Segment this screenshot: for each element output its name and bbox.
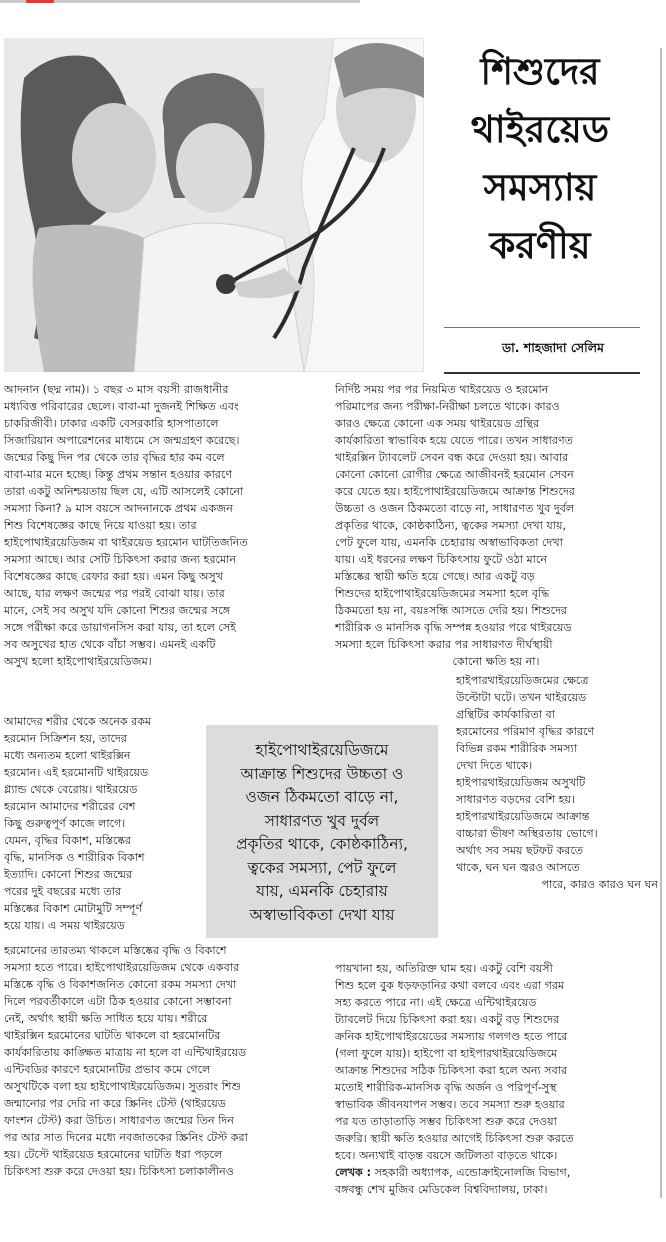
- text-line: ফাংশন টেস্ট) করা উচিত। সাধারণত জন্মের তিন দিন: [4, 1114, 234, 1127]
- text-line: অসুখটিকে বলা হয় হাইপোথাইরয়েডিজম। সুতরাং শিশু: [4, 1080, 242, 1093]
- text-line: সিজারিয়ান অপারেশনের মাধ্যমে সে জন্মগ্রহণ করেছে।: [4, 434, 240, 447]
- text-line: নির্দিষ্ট সময় পর পর নিয়মিত থাইরয়েড ও হরমোন: [335, 383, 549, 396]
- text-line: হয়ে যায়। এ সময় থাইরয়েড: [4, 919, 125, 932]
- text-line: শিশুদের হাইপোথাইরয়েডিজমের সমস্যা হলে বৃদ্ধি: [335, 587, 550, 600]
- text-line: উল্টোটা ঘটে। তখন থাইরয়েড: [456, 691, 587, 704]
- text-line: মানে, সেই সব অসুখ যদি কোনো শিশুর জন্মের সঙ্গে: [4, 604, 231, 617]
- text-line: তারা একটু অনিশ্চয়তায় ছিল যে, এটি আসলেই কোনো: [4, 485, 244, 498]
- text-line: হরমোনের পরিমাণ বৃদ্ধির কারণে: [456, 725, 595, 738]
- text-line: পায়খানা হয়, অতিরিক্ত ঘাম হয়। একটু বেশি বয়সী: [335, 962, 553, 975]
- text-line: জরুরি। স্থায়ী ক্ষতি হওয়ার আগেই চিকিৎসা শুরু করতে: [335, 1132, 574, 1145]
- text-line: হয়। টেস্টে থাইরয়েড হরমোনের ঘাটতি ধরা পড়লে: [4, 1148, 223, 1161]
- text-line: সব অসুখের হাত থেকে বাঁচা সম্ভব। এমনই একটি: [4, 638, 216, 651]
- text-line: উচ্চতা ও ওজন ঠিকমতো বাড়ে না, সাধারণত খুব দুর্বল: [335, 502, 575, 515]
- text-line: ক্রনিক হাইপোথাইরয়েডের সমস্যায় গলগণ্ড হতে পারে: [335, 1030, 568, 1043]
- text-line: কোনো কোনো রোগীর ক্ষেত্রে আজীবনই হরমোন সেবন: [335, 468, 574, 481]
- text-line: হরমোন আমাদের শরীরের বেশ: [4, 800, 136, 813]
- text-line: পরিমাপের জন্য পরীক্ষা-নিরীক্ষা চলতে থাকে। কারও: [335, 400, 560, 413]
- text-line: হরমোনের তারতম্য থাকলে মস্তিষ্কের বৃদ্ধি ও বিকাশে: [4, 944, 227, 957]
- text-line: গ্ল্যান্ড থেকে বেরোয়। থাইরয়েড: [4, 783, 138, 796]
- text-line: আমাদের শরীর থেকে অনেক রকম: [4, 715, 152, 728]
- text-line: আছে, যার লক্ষণ জন্মের পর পরই বোঝা যায়। তার: [4, 587, 225, 600]
- text-line: মধ্যবিত্ত পরিবারের ছেলে। বাবা-মা দুজনই শিক্ষিত এবং: [4, 400, 239, 413]
- article-photo: [4, 38, 424, 372]
- text-line: সাধারণত বড়দের বেশি হয়।: [456, 793, 575, 806]
- text-line: সমস্যা হতে পারে। হাইপোথাইরয়েডিজম থেকে একবার: [4, 961, 240, 974]
- text-line: (গলা ফুলে যায়)। হাইপো বা হাইপারথাইরয়েডিজমে: [335, 1047, 558, 1060]
- text-line: মস্তিষ্কের বিকাশ মোটামুটি সম্পূর্ণ: [4, 902, 143, 915]
- text-line: স্বাভাবিক জীবনযাপন সম্ভব। তবে সমস্যা শুরু হওয়ার: [335, 1098, 565, 1111]
- column1-narrow: [4, 713, 202, 934]
- text-line: সমস্যা কিনা? ৯ মাস বয়সে আদনানকে প্রথম একজন: [4, 502, 233, 515]
- text-line: পারে, কারও কারও ঘন ঘন: [541, 878, 658, 891]
- text-line: হরমোন সিক্রিশন হয়, তাদের: [4, 732, 127, 745]
- text-line: সমস্যা হলে চিকিৎসা করার পর সাধারণত দীর্ঘস্থায়ী: [335, 638, 553, 651]
- headline-line: সমস্যায়: [483, 165, 597, 209]
- pull-quote-line: সাধারণত খুব দুর্বল: [264, 811, 380, 830]
- text-line: দিলে পরবর্তীকালে এটা ঠিক হওয়ার কোনো সম্ভাবনা: [4, 995, 232, 1008]
- text-line: পরের দুই বছরের মধ্যে তার: [4, 885, 122, 898]
- text-line: অসুখ হলো হাইপোথাইরয়েডিজম।: [4, 655, 152, 668]
- text-line: অর্থাৎ সব সময় ছটফট করতে: [456, 844, 584, 857]
- author-name: ডা. শাহজাদা সেলিম: [501, 340, 604, 355]
- text-line: জন্মানোর পর দেরি না করে স্ক্রিনিং টেস্ট (থাইরয়েড: [4, 1097, 226, 1110]
- text-line: নেই, অর্থাৎ স্থায়ী ক্ষতি সাধিত হয়ে যায়। শরীরে: [4, 1012, 208, 1025]
- headline-line: করণীয়: [489, 223, 591, 267]
- text-line: কারও ক্ষেত্রে কোনো এক সময় থাইরয়েড গ্রন্থির: [335, 417, 540, 430]
- text-line: মস্তিষ্কে বৃদ্ধি ও বিকাশজনিত কোনো রকম সমস্যা দেখা: [4, 978, 237, 991]
- text-line: হরমোন। এই হরমোনটি থাইরয়েড: [4, 766, 149, 779]
- text-line: হাইপারথাইরয়েডিজমে আক্রান্ত: [456, 810, 590, 823]
- text-line: প্রকৃতির থাকে, কোষ্ঠকাঠিন্য, ত্বকের সমস্যা দেখা যায়,: [335, 519, 567, 532]
- text-line: থাইরক্সিন ট্যাবলেট সেবন বন্ধ করে দেওয়া হয়। আবার: [335, 451, 569, 464]
- writer-label: লেখক :: [335, 1166, 372, 1179]
- column2-bottom: [335, 960, 657, 1198]
- text-line: হাইপারথাইরয়েডিজমের ক্ষেত্রে: [456, 674, 589, 687]
- text-line: বাবা-মার মনে হচ্ছে। কিন্তু প্রথম সন্তান হওয়ার কারণে: [4, 468, 233, 481]
- column1-bottom: [4, 942, 322, 1180]
- text-line: গ্রন্থিটির কার্যকারিতা বা: [456, 708, 555, 721]
- headline: [440, 42, 640, 274]
- text-line: বিশেষজ্ঞের কাছে রেফার করা হয়। এমন কিছু অসুখ: [4, 570, 224, 583]
- top-rule-gray: [0, 0, 360, 3]
- byline-box: [444, 327, 640, 374]
- text-line: চিকিৎসা শুরু করে দেওয়া হয়। চিকিৎসা চলাকালীনও: [4, 1165, 234, 1178]
- text-line: শারীরিক ও মানসিক বৃদ্ধি সম্পন্ন হওয়ার পরে থাইরয়েড: [335, 621, 572, 634]
- text-line: যেমন, বৃদ্ধির বিকাশ, মস্তিষ্কের: [4, 834, 132, 847]
- text-line: কার্যকারিতা স্বাভাবিক হয়ে যেতে পারে। তখন সাধারণত: [335, 434, 573, 447]
- text-line: মস্তিষ্কের স্থায়ী ক্ষতি হয়ে গেছে। আর একটু বড়: [335, 570, 535, 583]
- text-line: কিছু গুরুত্বপূর্ণ কাজে লাগে।: [4, 817, 126, 830]
- text-line: ইত্যাদি। কোনো শিশুর জন্মের: [4, 868, 133, 881]
- text-line: মতোই শারীরিক-মানসিক বৃদ্ধি অর্জন ও পরিপূর্ণ-সুস্থ: [335, 1081, 557, 1094]
- top-rule: [0, 0, 666, 6]
- column2-top: [335, 381, 657, 670]
- pull-quote: [206, 739, 438, 927]
- text-line: পেট ফুলে যায়, এমনকি চেহারায় অস্বাভাবিকতা দেখা: [335, 536, 563, 549]
- headline-line: থাইরয়েড: [470, 107, 610, 151]
- writer-line: [335, 1164, 657, 1181]
- text-line: হবে। অন্যথাই বাড়ন্ত বয়সে জটিলতা বাড়তে থাকে।: [335, 1149, 558, 1162]
- text-line: মধ্যে অন্যতম হলো থাইরক্সিন: [4, 749, 131, 762]
- text-line: শিশু হলে বুক ধড়ফড়ানির কথা বলবে এবং এরা গরম: [335, 979, 565, 992]
- text-line: ঠিকমতো হয় না, বয়ঃসন্ধি আসতে দেরি হয়। শিশুদের: [335, 604, 568, 617]
- writer-affiliation: বঙ্গবন্ধু শেখ মুজিব মেডিকেল বিশ্ববিদ্যালয়, ঢাকা।: [335, 1183, 548, 1196]
- pull-quote-line: হাইপোথাইরয়েডিজমে: [255, 741, 389, 759]
- text-line: বৃদ্ধি, মানসিক ও শারীরিক বিকাশ: [4, 851, 145, 864]
- text-line: শিশু বিশেষজ্ঞের কাছে নিয়ে যাওয়া হয়। তার: [4, 519, 197, 532]
- pull-quote-line: যায়, এমনকি চেহারায়: [256, 882, 388, 900]
- text-line: এন্টিবডির কারণে হরমোনটির প্রভাব কমে গেলে: [4, 1063, 211, 1076]
- text-line: সঙ্গে পরীক্ষা করে ডায়াগনসিস করা যায়, তা হলে সেই: [4, 621, 236, 634]
- text-line: সমস্যা আছে। আর সেটি চিকিৎসা করার জন্য হরমোন: [4, 553, 237, 566]
- top-rule-red: [26, 0, 54, 3]
- text-line: কার্যকারিতায় কাঙ্ক্ষিত মাত্রায় না হলে বা এন্টিথাইরয়েড: [4, 1046, 247, 1059]
- pull-quote-box: [206, 725, 438, 938]
- pull-quote-line: ওজন ঠিকমতো বাড়ে না,: [245, 788, 399, 806]
- text-line: ট্যাবলেট দিয়ে চিকিৎসা করা হয়। একটু বড় শিশুদের: [335, 1013, 560, 1026]
- text-line: জন্মের কিছু দিন পর থেকে তার বৃদ্ধির হার কম বলে: [4, 451, 225, 464]
- pull-quote-line: অস্বাভাবিকতা দেখা যায়: [249, 905, 395, 924]
- text-line: সহ্য করতে পারে না। এই ক্ষেত্রে এন্টিথাইরয়েড: [335, 996, 537, 1009]
- writer-title: সহকারী অধ্যাপক, এন্ডোক্রাইনোলজি বিভাগ,: [371, 1166, 571, 1179]
- doctor-child-illustration: [4, 38, 424, 372]
- text-line: পর যত তাড়াতাড়ি সম্ভব চিকিৎসা শুরু করে দেওয়া: [335, 1115, 557, 1128]
- text-line: থাকে, ঘন ঘন জ্বরও আসতে: [456, 861, 580, 874]
- text-line: দেখা দিতে থাকে।: [456, 759, 533, 772]
- text-line: আক্রান্ত শিশুদের সঠিক চিকিৎসা করা হলে অন্য সবার: [335, 1064, 568, 1077]
- text-line: আদনান (ছদ্ম নাম)। ১ বছর ৩ মাস বয়সী রাজধানীর: [4, 383, 229, 396]
- column-rule: [660, 48, 662, 1198]
- text-line: হাইপারথাইরয়েডিজম অসুখটি: [456, 776, 586, 789]
- text-line: থাইরক্সিন হরমোনের ঘাটতি থাকলে বা হরমোনটির: [4, 1029, 221, 1042]
- column1-top: [4, 381, 322, 670]
- text-line: হাইপোথাইরয়েডিজম বা থাইরয়েড হরমোন ঘাটতিজনিত: [4, 536, 248, 549]
- text-line: কোনো ক্ষতি হয় না।: [452, 655, 540, 668]
- pull-quote-line: প্রকৃতির থাকে, কোষ্ঠকাঠিন্য,: [236, 835, 408, 853]
- text-line: বাচ্চারা ভীষণ অস্থিরতায় ভোগে।: [456, 827, 598, 840]
- text-line: বিভিন্ন রকম শারীরিক সমস্যা: [456, 742, 578, 755]
- text-line: পর আর সাত দিনের মধ্যে নবজাতকের স্ক্রিনিং টেস্ট করা: [4, 1131, 248, 1144]
- headline-line: শিশুদের: [480, 49, 600, 93]
- column2-narrow: [456, 672, 658, 893]
- text-line: করে যেতে হয়। হাইপোথাইরয়েডিজমে আক্রান্ত শিশুদের: [335, 485, 575, 498]
- pull-quote-line: ত্বকের সমস্যা, পেট ফুলে: [247, 858, 397, 877]
- text-line: চাকরিজীবী। ঢাকার একটি বেসরকারি হাসপাতালে: [4, 417, 219, 430]
- pull-quote-line: আক্রান্ত শিশুদের উচ্চতা ও: [240, 764, 404, 783]
- text-line: যায়। এই ধরনের লক্ষণ চিকিৎসায় ফুটে ওঠা মানে: [335, 553, 547, 566]
